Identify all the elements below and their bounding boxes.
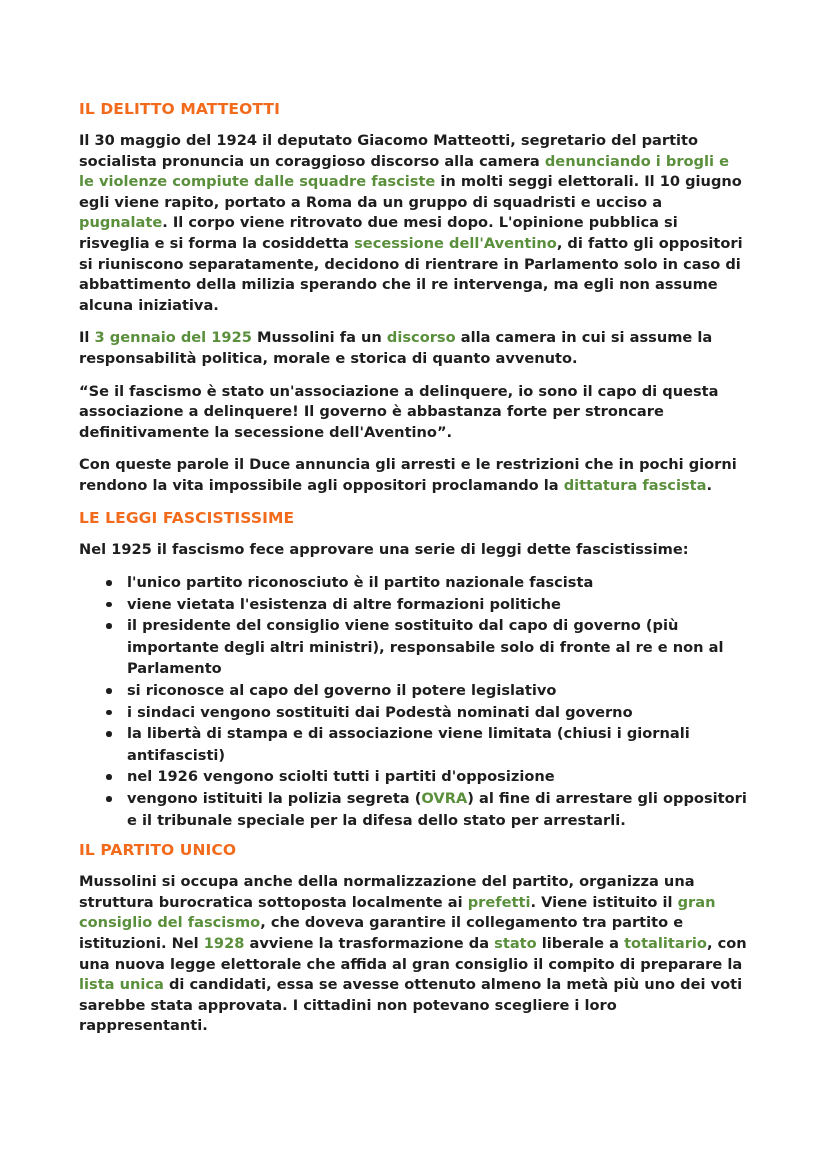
section-title-delitto-matteotti: IL DELITTO MATTEOTTI	[79, 100, 280, 118]
text-span: , che doveva garantire il collegamento tra partito e istituzioni. Nel	[79, 914, 684, 952]
text-span: Mussolini si occupa anche della normalizzazione del partito, organizza una struttura burocratica sottoposta localmente ai	[79, 873, 695, 911]
text-span: in molti seggi elettorali. Il 10 giugno egli viene rapito, portato a Roma da un gruppo di squadristi e ucciso a	[79, 173, 742, 211]
list-item: il presidente del consiglio viene sostituito dal capo di governo (più importante degli altri ministri), responsabile solo di fronte al re e non al Parlamento	[127, 615, 747, 680]
highlight-ovra: OVRA	[421, 790, 468, 808]
highlight-aventino: secessione dell'Aventino	[354, 234, 557, 252]
paragraph-matteotti	[79, 131, 747, 316]
highlight-discorso: discorso	[386, 329, 456, 347]
quote-mussolini: “Se il fascismo è stato un'associazione a delinquere, io sono il capo di questa associazione a delinquere! Il governo è abbastanza forte per stroncare definitivamente la secessione dell'Aventino”.	[79, 382, 719, 441]
list-item: l'unico partito riconosciuto è il partito nazionale fascista	[127, 572, 747, 594]
highlight-1928: 1928	[203, 935, 245, 952]
list-item: si riconosce al capo del governo il potere legislativo	[127, 680, 747, 702]
highlight-date: 3 gennaio del 1925	[94, 329, 252, 347]
text-span: ) al fine di arrestare gli oppositori e il tribunale speciale per la difesa dello stato per arrestarli.	[127, 790, 747, 829]
text-span: Mussolini fa un	[251, 329, 387, 347]
text-span: .	[706, 476, 713, 494]
paragraph-partito-unico	[79, 872, 747, 1037]
text-span: liberale a	[536, 935, 625, 952]
text-span: alla camera in cui si assume la responsabilità politica, morale e storica di quanto avvenuto.	[79, 329, 713, 367]
highlight-prefetti: prefetti	[467, 893, 531, 911]
text-span: vengono istituiti la polizia segreta (	[127, 790, 422, 808]
highlight-gran-consiglio: gran consiglio del fascismo	[79, 893, 716, 932]
text-span: Con queste parole il Duce annuncia gli arresti e le restrizioni che in pochi giorni rendono la vita impossibile agli oppositori proclamando la	[79, 456, 737, 494]
text-span: di candidati, essa se avesse ottenuto almeno la metà più uno dei voti sarebbe stata approvata. I cittadini non potevano scegliere i loro rappresentanti.	[79, 976, 743, 1035]
highlight-dittatura: dittatura fascista	[563, 476, 707, 494]
list-item	[127, 788, 747, 831]
section-title-leggi-fascistissime: LE LEGGI FASCISTISSIME	[79, 508, 295, 527]
highlight-brogli: denunciando i brogli e le violenze compiute dalle squadre fasciste	[79, 152, 729, 191]
highlight-stato: stato	[494, 935, 537, 952]
text-span: . Viene istituito il	[530, 893, 678, 911]
text-span: Il 30 maggio del 1924 il deputato Giacomo Matteotti, segretario del partito socialista pronuncia un coraggioso discorso alla camera	[79, 132, 699, 170]
document-page	[79, 100, 747, 1049]
text-span: , con una nuova legge elettorale che affida al gran consiglio il compito di preparare la	[79, 935, 747, 973]
list-item: viene vietata l'esistenza di altre formazioni politiche	[127, 594, 747, 616]
highlight-totalitario: totalitario	[624, 935, 707, 952]
section-title-partito-unico: IL PARTITO UNICO	[79, 841, 237, 860]
text-span: Il	[79, 329, 95, 347]
leggi-list	[79, 572, 747, 831]
paragraph-dittatura	[79, 455, 747, 496]
list-item: i sindaci vengono sostituiti dai Podestà nominati dal governo	[127, 702, 747, 724]
text-span: , di fatto gli oppositori si riuniscono separatamente, decidono di rientrare in Parlamento solo in caso di abbattimento della milizia sperando che il re intervenga, ma egli non assume alcuna iniziativa.	[79, 234, 743, 314]
highlight-pugnalate: pugnalate	[79, 214, 163, 232]
text-span: avviene la trasformazione da	[244, 935, 495, 952]
text-span: . Il corpo viene ritrovato due mesi dopo. L'opinione pubblica si risveglia e si forma la cosiddetta	[79, 214, 678, 252]
paragraph-discorso	[79, 328, 747, 369]
paragraph-leggi-intro: Nel 1925 il fascismo fece approvare una serie di leggi dette fascistissime:	[79, 540, 689, 558]
list-item: nel 1926 vengono sciolti tutti i partiti d'opposizione	[127, 766, 747, 788]
list-item: la libertà di stampa e di associazione viene limitata (chiusi i giornali antifascisti)	[127, 723, 747, 766]
highlight-lista-unica: lista unica	[79, 976, 164, 994]
